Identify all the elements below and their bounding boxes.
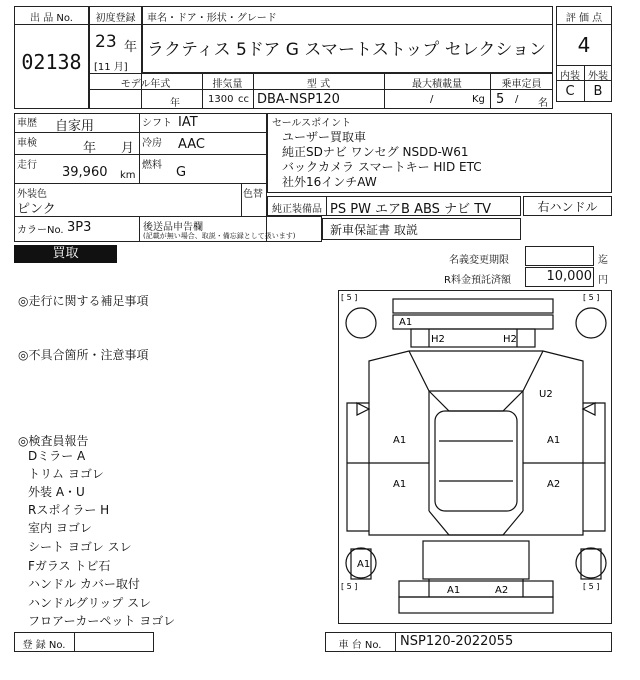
driving-notes-title: ◎走行に関する補足事項 — [18, 294, 149, 308]
fuel: G — [176, 165, 187, 180]
shift-label: シフト — [142, 118, 172, 129]
recycle-unit: 円 — [598, 275, 608, 286]
mark-roof-top: A1 — [399, 317, 413, 328]
displacement-unit: cc — [238, 94, 249, 105]
inspector-item-9: ハンドルグリップ スレ — [28, 596, 152, 610]
inspector-item-5: 室内 ヨゴレ — [28, 521, 92, 535]
lot-no-label: 出 品 No. — [30, 13, 73, 24]
mark-h2-left: H2 — [431, 334, 445, 345]
car-diagram — [338, 290, 612, 624]
sales-point-1: ユーザー買取車 — [282, 130, 367, 144]
inspector-item-7: Fガラス トビ石 — [28, 559, 111, 573]
mark-left-front: A1 — [393, 435, 407, 446]
inspector-item-2: トリム ヨゴレ — [28, 467, 104, 481]
mileage-unit: km — [120, 170, 136, 181]
equipment-value: PS PW エアB ABS ナビ TV — [330, 202, 492, 217]
history: 自家用 — [55, 119, 95, 134]
tire-fr-label: [ 5 ] — [583, 293, 600, 302]
reg-year: 23 — [95, 32, 117, 52]
max-load-label: 最大積載量 — [412, 79, 462, 90]
first-reg-label: 初度登録 — [95, 13, 136, 24]
history-label: 車歴 — [17, 118, 37, 129]
aircon-label: 冷房 — [142, 138, 162, 149]
inspector-item-3: 外装 A・U — [28, 485, 85, 499]
mark-rear-bumper-right: A2 — [495, 585, 509, 596]
mark-h2-right: H2 — [503, 334, 517, 345]
mark-u2: U2 — [539, 389, 553, 400]
inspector-item-4: Rスポイラー H — [28, 503, 110, 517]
lot-no: 02138 — [21, 50, 82, 74]
car-diagram-drawing — [339, 291, 613, 625]
car-name-label: 車名・ドア・形状・グレード — [147, 13, 277, 24]
model-code: DBA-NSP120 — [257, 92, 340, 107]
name-change-box — [525, 246, 594, 266]
warranty: 新車保証書 取説 — [330, 223, 418, 237]
color-no-label: カラーNo. — [17, 225, 64, 236]
sales-point-2: 純正SDナビ ワンセグ NSDD-W61 — [282, 145, 469, 159]
max-load-unit: Kg — [472, 94, 485, 105]
model-label: 型 式 — [306, 79, 331, 90]
capacity-sep: / — [515, 94, 519, 105]
inspection-month: 月 — [121, 141, 135, 156]
recycle-label: R料金預託済額 — [444, 275, 511, 286]
color-change-label: 色替 — [243, 189, 263, 200]
model-year-label: モデル年式 — [120, 79, 171, 90]
inspector-item-1: Dミラー A — [28, 449, 86, 463]
mark-right-rear: A2 — [547, 479, 561, 490]
mark-right-front: A1 — [547, 435, 561, 446]
exterior-grade: B — [593, 84, 603, 99]
tire-rr-label: [ 5 ] — [583, 582, 600, 591]
interior-label: 内装 — [560, 71, 580, 82]
chassis-no: NSP120-2022055 — [400, 634, 514, 649]
tire-front-left-icon — [346, 308, 376, 338]
inspector-item-10: フロアーカーペット ヨゴレ — [28, 614, 176, 628]
post-doc-label: 後送品申告欄 — [143, 222, 203, 233]
inspection-year: 年 — [83, 141, 97, 156]
color-label: 外装色 — [17, 189, 47, 200]
mileage-label: 走行 — [17, 160, 37, 171]
color-no: 3P3 — [67, 220, 92, 235]
capacity-label: 乗車定員 — [501, 79, 542, 90]
exterior-label: 外装 — [588, 71, 608, 82]
inspector-item-8: ハンドル カバー取付 — [28, 577, 140, 591]
inspection-label: 車検 — [17, 138, 37, 149]
tire-fl-label: [ 5 ] — [341, 293, 358, 302]
reg-month: [11 月] — [94, 62, 128, 73]
steering: 右ハンドル — [537, 200, 598, 214]
capacity: 5 — [496, 92, 505, 107]
defects-title: ◎不具合箇所・注意事項 — [18, 348, 149, 362]
tire-front-right-icon — [576, 308, 606, 338]
sales-point-3: バックカメラ スマートキー HID ETC — [282, 160, 482, 174]
max-load-sep: / — [430, 94, 434, 105]
score-value: 4 — [577, 33, 591, 57]
model-year-unit: 年 — [170, 98, 180, 109]
fuel-label: 燃料 — [142, 160, 162, 171]
mark-bottom-left: A1 — [357, 559, 371, 570]
inspector-item-6: シート ヨゴレ スレ — [28, 540, 132, 554]
chassis-label: 車 台 No. — [338, 640, 382, 651]
recycle-value: 10,000 — [546, 269, 592, 284]
interior-grade: C — [565, 84, 575, 99]
reg-no-label: 登 録 No. — [22, 640, 66, 651]
reg-year-unit: 年 — [124, 40, 138, 55]
score-label: 評 価 点 — [565, 13, 603, 24]
aircon: AAC — [178, 137, 205, 152]
displacement-label: 排気量 — [212, 79, 243, 90]
mark-left-rear: A1 — [393, 479, 407, 490]
tire-rl-label: [ 5 ] — [341, 582, 358, 591]
shift: IAT — [178, 115, 198, 130]
capacity-unit: 名 — [538, 98, 548, 109]
name-change-label: 名義変更期限 — [449, 255, 509, 266]
mileage: 39,960 — [62, 165, 108, 180]
displacement: 1300 — [208, 94, 234, 105]
sales-point-4: 社外16インチAW — [282, 175, 377, 189]
color: ピンク — [17, 202, 56, 217]
inspector-title: ◎検査員報告 — [18, 434, 89, 448]
equipment-label: 純正装備品 — [272, 204, 322, 215]
mark-rear-bumper-left: A1 — [447, 585, 461, 596]
car-name: ラクティス 5ドア G スマートストップ セレクション — [147, 40, 547, 60]
purchase-badge: 買取 — [14, 245, 117, 263]
name-change-suffix: 迄 — [598, 255, 608, 266]
post-doc-note: (記載が無い場合、取説・備忘録として扱います) — [143, 232, 296, 240]
sales-points-label: セールスポイント — [272, 118, 352, 129]
